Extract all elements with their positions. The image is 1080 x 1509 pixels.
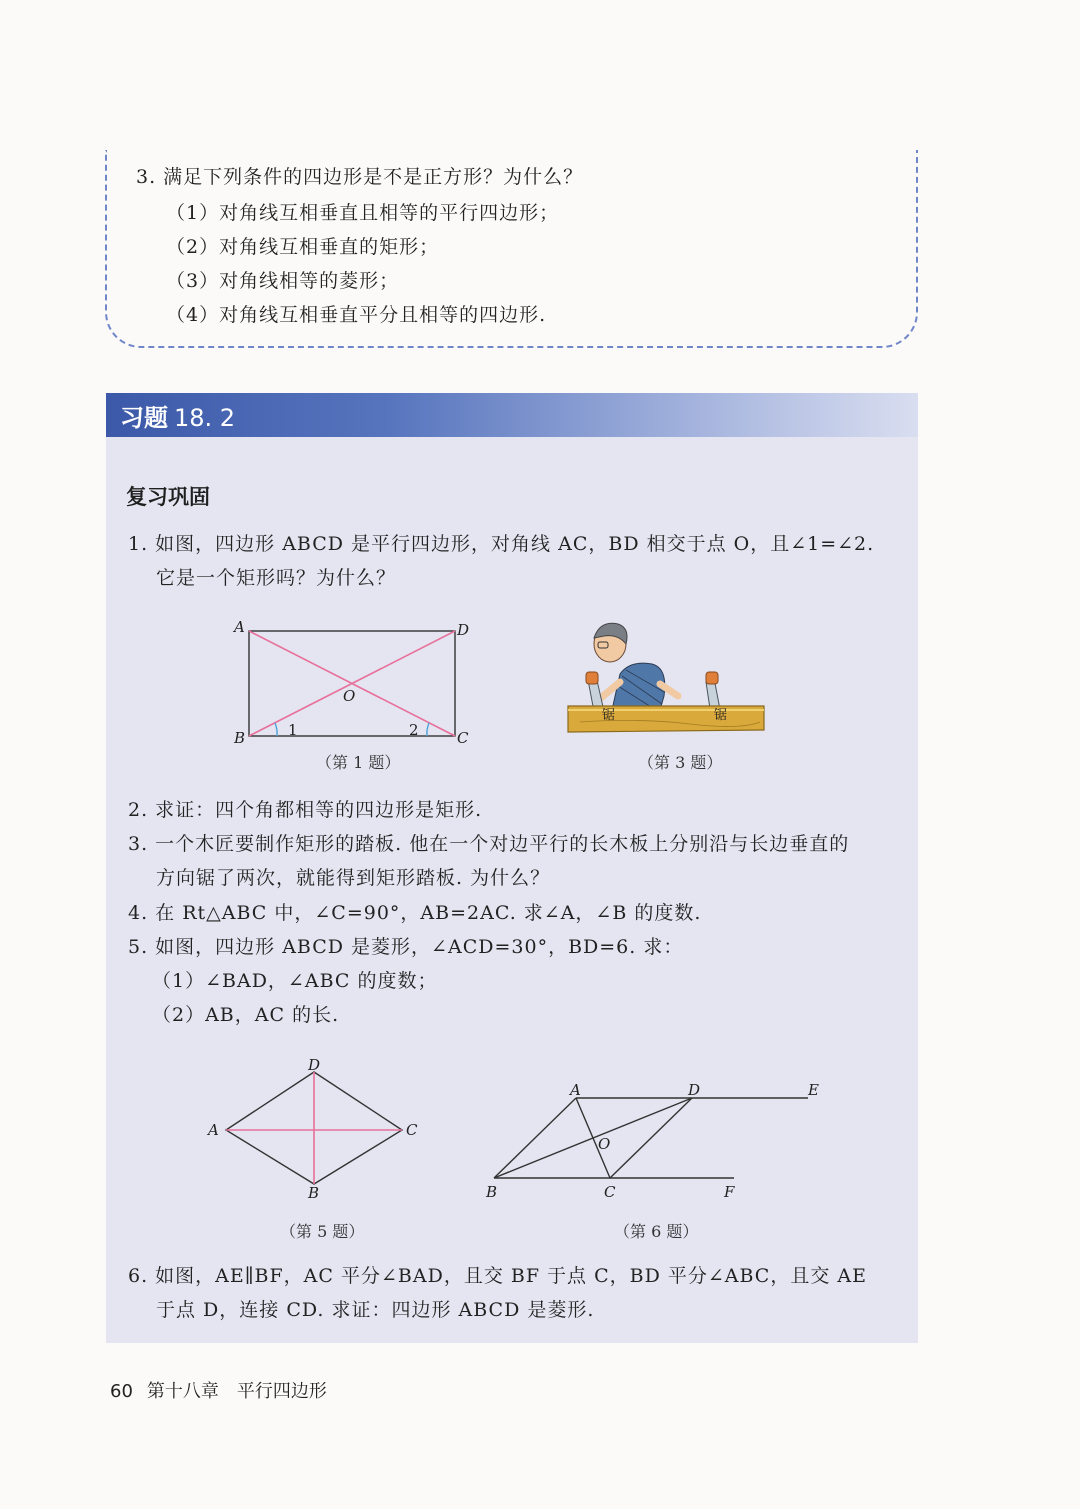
fig1-label-a: A (234, 618, 245, 636)
fig6-label-c: C (604, 1183, 616, 1201)
fig6-segment-cd (610, 1098, 692, 1178)
fig1-angle-1-arc (275, 723, 277, 736)
exercise-3-line-1: 3. 一个木匠要制作矩形的踏板. 他在一个对边平行的长木板上分别沿与长边垂直的 (128, 833, 850, 855)
exercise-6-line-2: 于点 D，连接 CD. 求证：四边形 ABCD 是菱形. (156, 1299, 595, 1321)
figure-1-parallelogram (225, 615, 485, 750)
figure-5-rhombus (200, 1058, 430, 1208)
figure-1-caption: （第 1 题） (316, 753, 401, 772)
page-footer (110, 1377, 327, 1403)
fig1-label-d: D (457, 621, 470, 639)
fig6-label-b: B (486, 1183, 498, 1201)
exercise-3-line-2: 方向锯了两次，就能得到矩形踏板. 为什么？ (156, 867, 551, 889)
exercise-5: 5. 如图，四边形 ABCD 是菱形，∠ACD=30°，BD=6. 求： (128, 936, 684, 958)
fig6-label-o: O (598, 1135, 611, 1153)
fig6-segment-ab (494, 1098, 576, 1178)
fig1-label-b: B (234, 729, 246, 747)
fig1-angle-2-arc (427, 723, 429, 736)
figure-3-carpenter-illustration (560, 612, 770, 742)
figure-6-parallel-lines (480, 1075, 830, 1205)
question-3-item-4: （4）对角线互相垂直平分且相等的四边形. (166, 304, 547, 326)
right-saw-handle (706, 672, 718, 684)
fig5-label-d: D (308, 1058, 321, 1074)
figure-6-caption: （第 6 题） (614, 1222, 699, 1241)
question-3-item-1: （1）对角线互相垂直且相等的平行四边形； (166, 202, 560, 224)
section-title: 习题 (120, 404, 168, 432)
fig5-label-a: A (208, 1121, 219, 1139)
figure-3-caption: （第 3 题） (638, 753, 723, 772)
fig6-label-d: D (688, 1081, 701, 1099)
saw-cut-label-right: 锯 (714, 708, 728, 723)
left-saw-handle (586, 672, 598, 684)
question-3: 3. 满足下列条件的四边形是不是正方形？为什么？ (136, 166, 584, 188)
fig6-segment-bd (494, 1098, 692, 1178)
question-3-item-3: （3）对角线相等的菱形； (166, 270, 400, 292)
subsection-title: 复习巩固 (126, 485, 210, 509)
question-3-item-2: （2）对角线互相垂直的矩形； (166, 236, 440, 258)
chapter-title: 第十八章 平行四边形 (146, 1381, 327, 1402)
fig1-label-angle-2: 2 (409, 721, 419, 739)
figure-5-caption: （第 5 题） (280, 1222, 365, 1241)
section-header (120, 398, 235, 433)
exercise-2: 2. 求证：四个角都相等的四边形是矩形. (128, 799, 483, 821)
fig5-label-b: B (308, 1184, 320, 1202)
exercise-4: 4. 在 Rt△ABC 中，∠C=90°，AB=2AC. 求∠A，∠B 的度数. (128, 902, 702, 924)
fig1-label-c: C (457, 729, 469, 747)
saw-cut-label-left: 锯 (602, 708, 616, 723)
exercise-1-line-1: 1. 如图，四边形 ABCD 是平行四边形，对角线 AC，BD 相交于点 O，且∠1=∠2. (128, 533, 875, 555)
exercise-5-part-2: （2）AB，AC 的长. (152, 1004, 340, 1026)
fig1-label-o: O (343, 687, 356, 705)
fig6-label-f: F (724, 1183, 735, 1201)
exercise-6-line-1: 6. 如图，AE∥BF，AC 平分∠BAD，且交 BF 于点 C，BD 平分∠ABC，且交 AE (128, 1265, 867, 1287)
fig6-label-e: E (808, 1081, 819, 1099)
fig6-label-a: A (570, 1081, 581, 1099)
exercise-1-line-2: 它是一个矩形吗？为什么？ (156, 567, 397, 589)
exercise-5-part-1: （1）∠BAD，∠ABC 的度数； (152, 970, 438, 992)
page-number: 60 (110, 1381, 133, 1402)
fig1-label-angle-1: 1 (288, 721, 298, 739)
fig5-label-c: C (406, 1121, 418, 1139)
section-number: 18. 2 (174, 404, 236, 432)
